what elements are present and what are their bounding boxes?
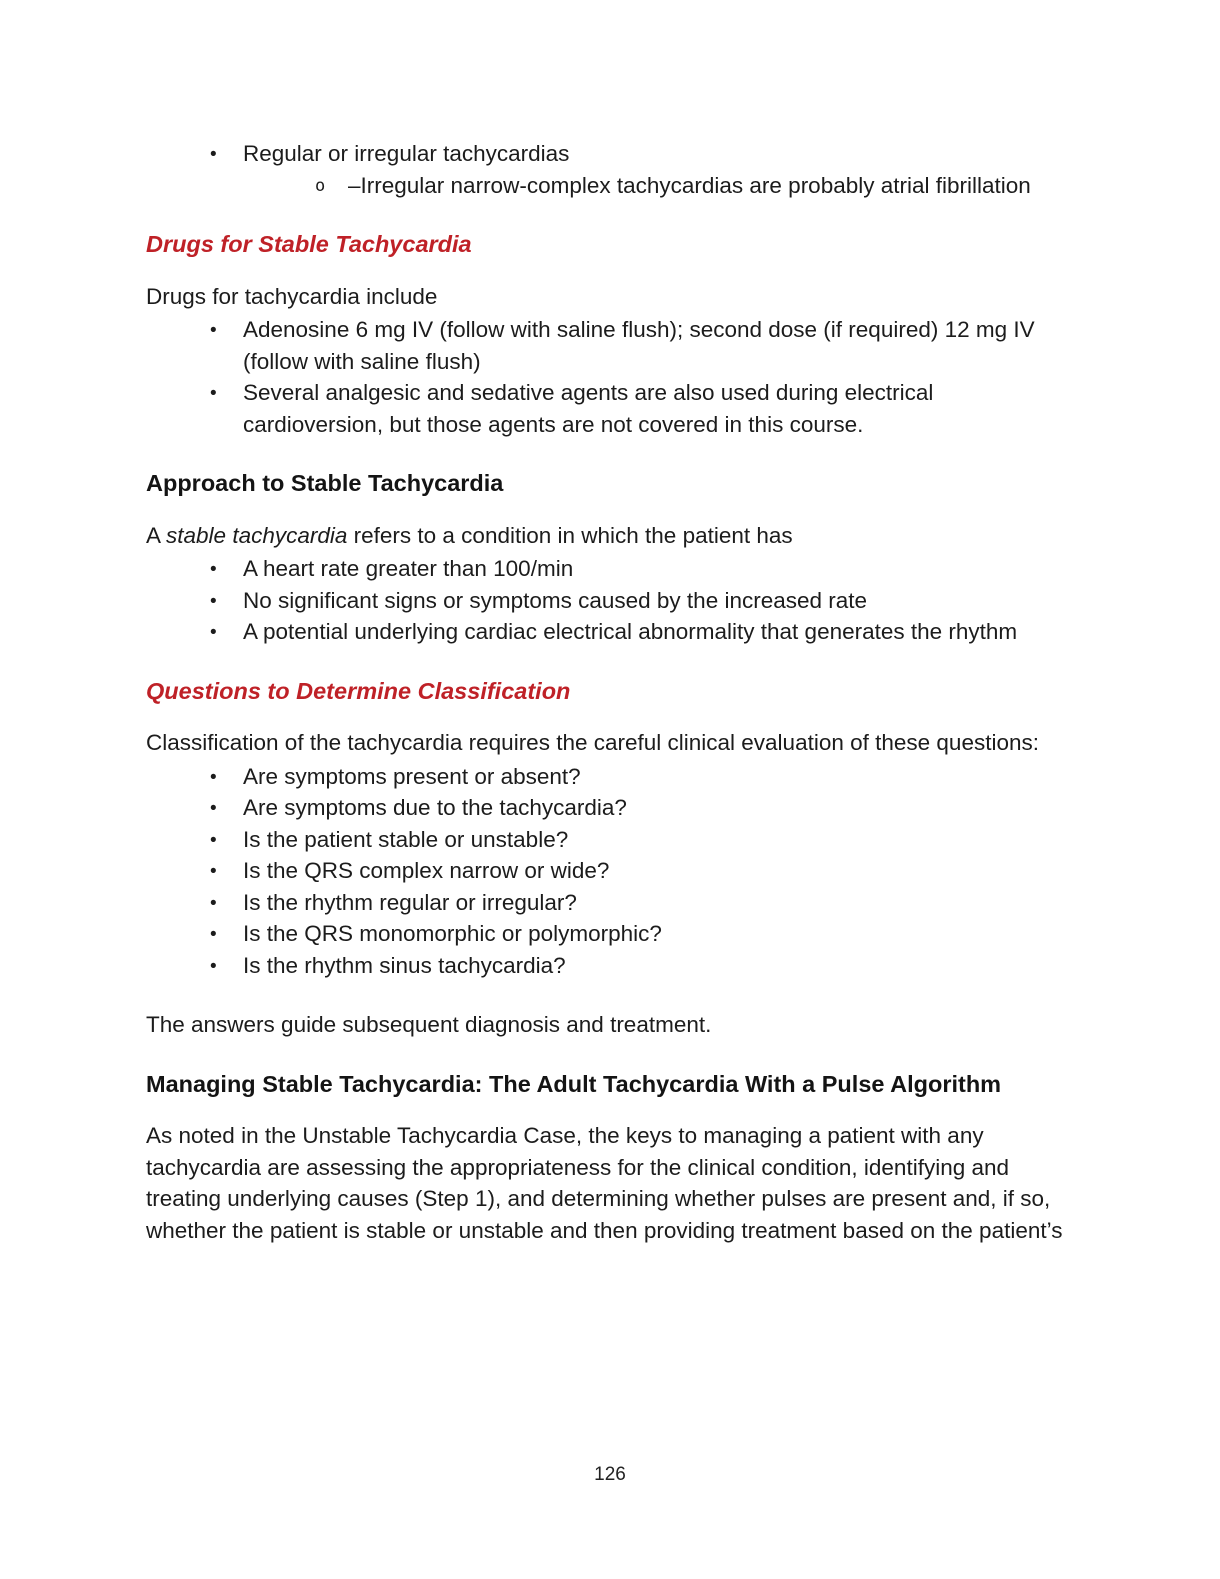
list-item [146, 887, 1078, 919]
list-item [146, 138, 1078, 201]
list-item-text: Is the rhythm sinus tachycardia? [243, 952, 566, 978]
list-item-text: Are symptoms due to the tachycardia? [243, 795, 627, 820]
bullet-icon: • [210, 559, 217, 580]
tachycardia-types-sublist [243, 170, 1078, 202]
list-item [146, 918, 1078, 950]
list-item-text: No significant signs or symptoms caused by the increased rate [243, 587, 868, 613]
list-item [146, 950, 1078, 982]
intro-italic-term: stable tachycardia [166, 522, 348, 548]
drugs-intro-paragraph: Drugs for tachycardia include [146, 283, 438, 309]
bullet-icon: • [210, 320, 217, 341]
intro-prefix: A [146, 522, 167, 548]
list-item-text: Is the rhythm regular or irregular? [243, 889, 577, 915]
intro-suffix: refers to a condition in which the patient has [347, 522, 793, 548]
list-item [146, 314, 1078, 377]
bullet-icon: • [210, 798, 217, 819]
drugs-list [146, 314, 1078, 440]
list-item [146, 553, 1078, 585]
list-item-text: Is the QRS complex narrow or wide? [243, 858, 610, 883]
bullet-icon: • [210, 622, 217, 643]
bullet-icon: • [210, 829, 217, 851]
list-item [146, 616, 1078, 648]
tachycardia-types-list [146, 138, 1078, 201]
list-item-text: Is the patient stable or unstable? [243, 826, 569, 852]
list-item-text: Adenosine 6 mg IV (follow with saline flush); second dose (if required) 12 mg IV (follow with saline flush) [243, 317, 1035, 374]
list-item-text: A heart rate greater than 100/min [243, 556, 574, 581]
bullet-icon: • [210, 766, 217, 788]
list-item [146, 377, 1078, 440]
approach-intro-paragraph [146, 520, 1078, 552]
approach-criteria-list [146, 553, 1078, 648]
list-item [146, 761, 1078, 793]
list-item [146, 824, 1078, 856]
bullet-icon: • [210, 383, 217, 404]
list-subitem-text: –Irregular narrow-complex tachycardias are probably atrial fibrillation [348, 172, 1031, 198]
list-item-text: Several analgesic and sedative agents are also used during electrical cardioversion, but those agents are not covered in this course. [243, 380, 934, 437]
page-content [146, 138, 1078, 1274]
list-item-text: Are symptoms present or absent? [243, 763, 581, 789]
section-heading-approach: Approach to Stable Tachycardia [146, 470, 504, 496]
managing-paragraph: As noted in the Unstable Tachycardia Case, the keys to managing a patient with any tachycardia are assessing the appropriateness for the clinical condition, identifying and treating underlying causes (Step 1), and determining whether pulses are present and, if so, whether the patient is stable or unstable and then providing treatment based on the patient’s [146, 1123, 1063, 1243]
bullet-icon: • [210, 892, 217, 914]
page-number: 126 [594, 1464, 626, 1485]
questions-intro-paragraph: Classification of the tachycardia requires the careful clinical evaluation of these questions: [146, 730, 1039, 755]
list-item-text: Is the QRS monomorphic or polymorphic? [243, 921, 662, 946]
bullet-icon: • [210, 924, 217, 945]
list-item [146, 792, 1078, 824]
section-heading-drugs: Drugs for Stable Tachycardia [146, 231, 472, 257]
list-item [146, 585, 1078, 617]
bullet-icon: • [210, 590, 217, 612]
section-heading-questions: Questions to Determine Classification [146, 677, 571, 704]
list-subitem [243, 170, 1078, 202]
circle-bullet-icon: o [315, 175, 326, 196]
bullet-icon: • [210, 955, 217, 977]
bullet-icon: • [210, 144, 217, 165]
list-item-text: A potential underlying cardiac electrical abnormality that generates the rhythm [243, 619, 1018, 644]
section-heading-managing: Managing Stable Tachycardia: The Adult Tachycardia With a Pulse Algorithm [146, 1070, 1002, 1097]
list-item-text: Regular or irregular tachycardias [243, 141, 570, 166]
list-item [146, 855, 1078, 887]
bullet-icon: • [210, 861, 217, 882]
questions-list [146, 761, 1078, 982]
questions-outro-paragraph: The answers guide subsequent diagnosis and treatment. [146, 1012, 712, 1037]
